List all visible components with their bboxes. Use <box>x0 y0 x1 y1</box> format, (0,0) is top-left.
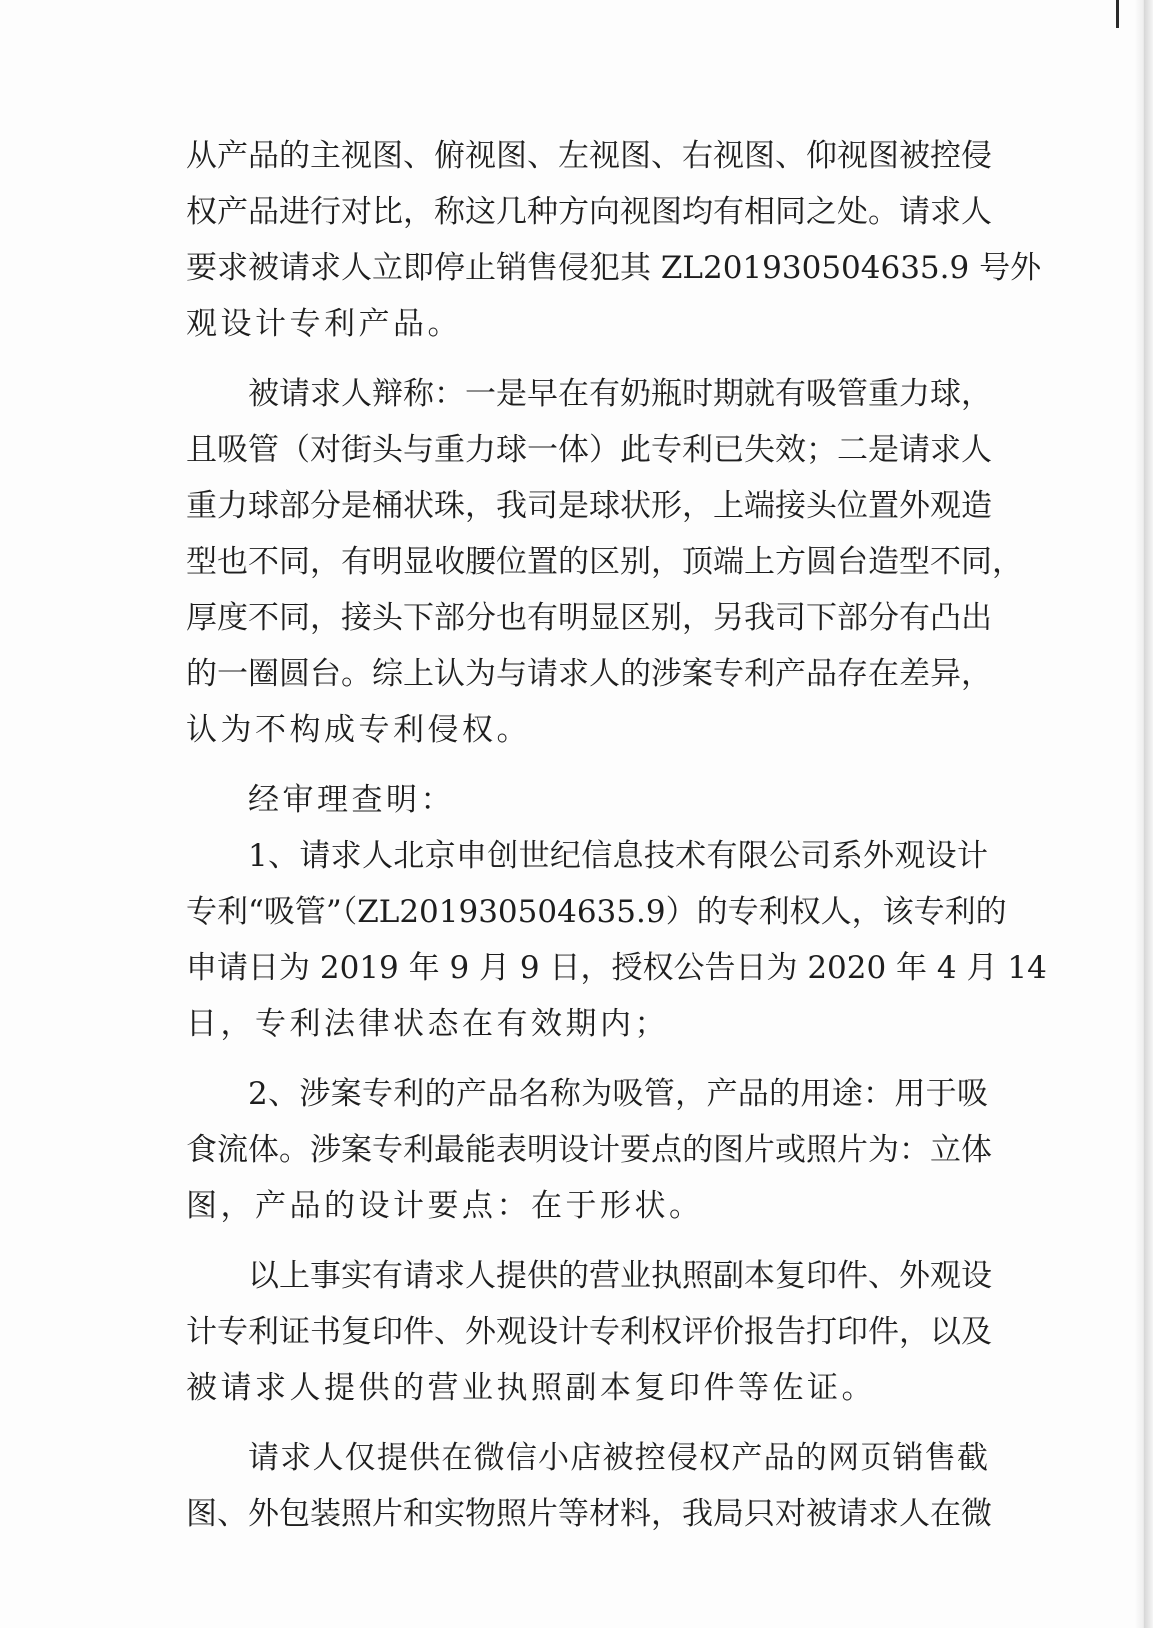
text-line: 被请求人提供的营业执照副本复印件等佐证。 <box>186 1370 876 1406</box>
text-line: 图，产品的设计要点：在于形状。 <box>186 1188 704 1224</box>
text-line: 食流体。涉案专利最能表明设计要点的图片或照片为：立体 <box>186 1132 992 1168</box>
text-line: 1、请求人北京申创世纪信息技术有限公司系外观设计 <box>248 838 988 874</box>
text-line: 专利“吸管”（ZL201930504635.9）的专利权人，该专利的 <box>186 894 1007 930</box>
text-line: 权产品进行对比，称这几种方向视图均有相同之处。请求人 <box>186 194 992 230</box>
paragraph-7 <box>186 1430 992 1542</box>
paragraph-5 <box>186 1066 992 1234</box>
text-line: 请求人仅提供在微信小店被控侵权产品的网页销售截 <box>248 1440 988 1476</box>
text-line: 认为不构成专利侵权。 <box>186 712 531 748</box>
text-line: 被请求人辩称：一是早在有奶瓶时期就有吸管重力球， <box>248 376 992 412</box>
text-line: 且吸管（对街头与重力球一体）此专利已失效；二是请求人 <box>186 432 992 468</box>
text-line: 重力球部分是桶状珠，我司是球状形，上端接头位置外观造 <box>186 488 992 524</box>
text-line: 厚度不同，接头下部分也有明显区别，另我司下部分有凸出 <box>186 600 992 636</box>
text-line: 观设计专利产品。 <box>186 306 462 342</box>
text-line: 从产品的主视图、俯视图、左视图、右视图、仰视图被控侵 <box>186 138 992 174</box>
page-edge-line <box>1144 0 1145 1628</box>
text-line: 以上事实有请求人提供的营业执照副本复印件、外观设 <box>248 1258 992 1294</box>
text-line: 申请日为 2019 年 9 月 9 日，授权公告日为 2020 年 4 月 14 <box>186 950 1047 986</box>
text-line: 要求被请求人立即停止销售侵犯其 ZL201930504635.9 号外 <box>186 250 1042 286</box>
text-line: 计专利证书复印件、外观设计专利权评价报告打印件，以及 <box>186 1314 992 1350</box>
paragraph-4 <box>186 828 1047 1052</box>
text-line: 图、外包装照片和实物照片等材料，我局只对被请求人在微 <box>186 1496 992 1532</box>
body-text <box>186 128 1047 1542</box>
paragraph-1 <box>186 128 1042 352</box>
text-line: 的一圈圆台。综上认为与请求人的涉案专利产品存在差异， <box>186 656 992 692</box>
scan-mark <box>1116 0 1119 28</box>
paragraph-3 <box>186 772 988 828</box>
text-line: 型也不同，有明显收腰位置的区别，顶端上方圆台造型不同， <box>186 544 1023 580</box>
text-line: 2、涉案专利的产品名称为吸管，产品的用途：用于吸 <box>248 1076 988 1112</box>
text-line: 日，专利法律状态在有效期内； <box>186 1006 669 1042</box>
text-line: 经审理查明： <box>248 782 455 818</box>
paragraph-6 <box>186 1248 992 1416</box>
paragraph-2 <box>186 366 1023 758</box>
